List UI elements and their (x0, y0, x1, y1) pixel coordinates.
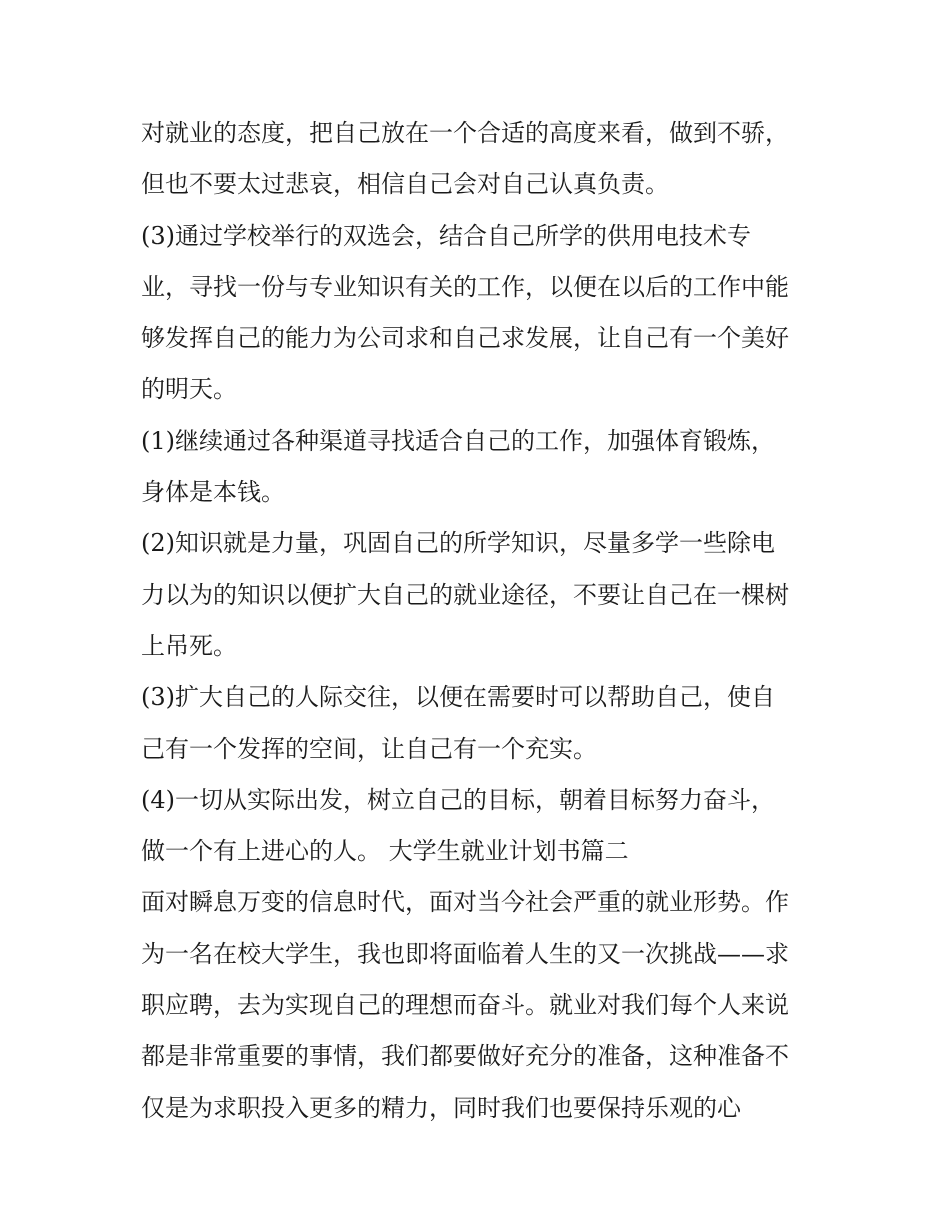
text-line: 做一个有上进心的人。 大学生就业计划书篇二 (141, 837, 629, 866)
text-line: 对就业的态度，把自己放在一个合适的高度来看，做到不骄， (141, 119, 789, 147)
text-line: 身体是本钱。 (141, 478, 285, 507)
text-line: 上吊死。 (141, 631, 237, 660)
text-line: 都是非常重要的事情，我们都要做好充分的准备，这种准备不 (141, 1042, 789, 1071)
body-text (141, 108, 821, 1134)
text-line: 力以为的知识以便扩大自己的就业途径，不要让自己在一棵树 (141, 580, 789, 609)
text-line: 面对瞬息万变的信息时代，面对当今社会严重的就业形势。作 (141, 888, 789, 917)
text-line: (4)一切从实际出发，树立自己的目标，朝着目标努力奋斗， (141, 785, 775, 814)
text-line: 业，寻找一份与专业知识有关的工作，以便在以后的工作中能 (141, 272, 789, 301)
text-line: 为一名在校大学生，我也即将面临着人生的又一次挑战——求 (141, 939, 789, 968)
text-line: 职应聘，去为实现自己的理想而奋斗。就业对我们每个人来说 (141, 991, 789, 1020)
text-line: (2)知识就是力量，巩固自己的所学知识，尽量多学一些除电 (141, 529, 775, 558)
text-line: (3)通过学校举行的双选会，结合自己所学的供用电技术专 (141, 221, 751, 250)
text-line: 己有一个发挥的空间，让自己有一个充实。 (141, 734, 597, 763)
text-line: 但也不要太过悲哀，相信自己会对自己认真负责。 (141, 170, 669, 199)
text-line: 的明天。 (141, 375, 237, 404)
text-line: 够发挥自己的能力为公司求和自己求发展，让自己有一个美好 (141, 324, 789, 353)
text-line: 仅是为求职投入更多的精力，同时我们也要保持乐观的心 (141, 1093, 741, 1122)
text-line: (1)继续通过各种渠道寻找适合自己的工作，加强体育锻炼， (141, 426, 775, 455)
text-line: (3)扩大自己的人际交往，以便在需要时可以帮助自己，使自 (141, 683, 775, 712)
